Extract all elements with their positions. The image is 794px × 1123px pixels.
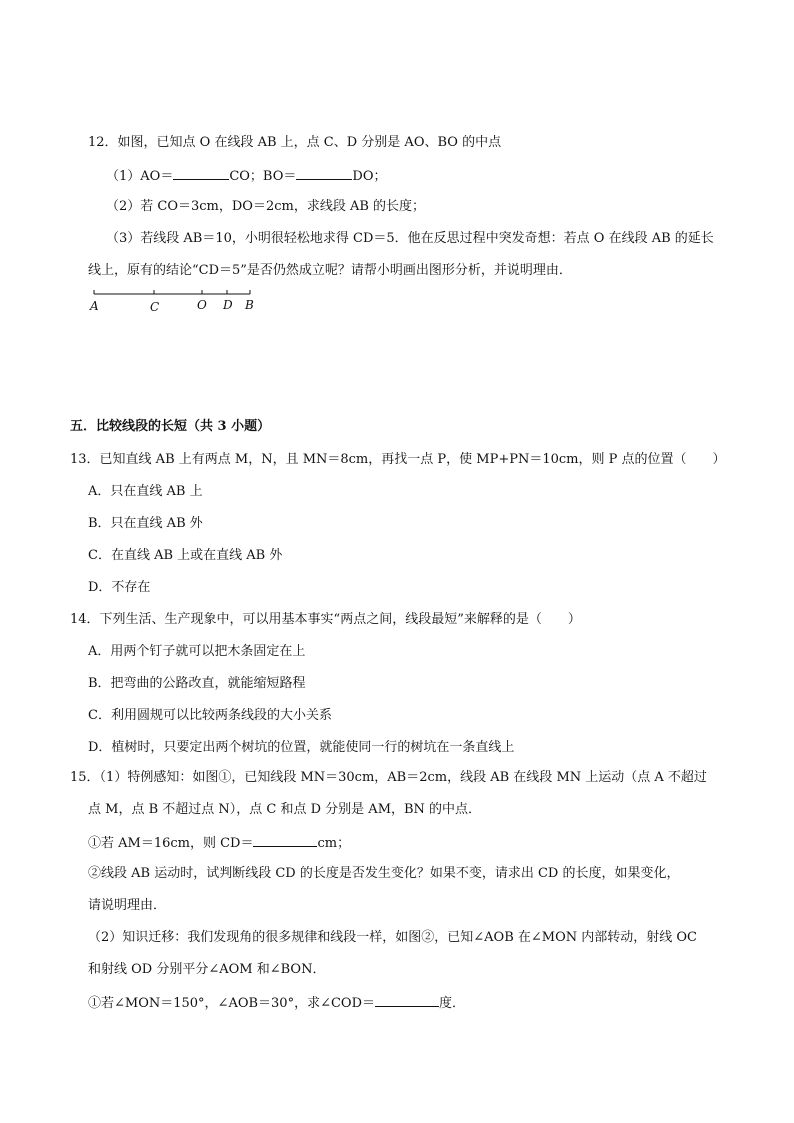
q12-part1 xyxy=(106,166,386,186)
answer-blank[interactable] xyxy=(375,993,439,1007)
label-o: O xyxy=(197,298,207,312)
q15-line8-text-a: ①若∠MON＝150°，∠AOB＝30°，求∠COD＝ xyxy=(88,996,376,1011)
q12-part3-line1: （3）若线段 AB＝10，小明很轻松地求得 CD＝5．他在反思过程中突发奇想：若点 O 在线段 AB 的延长 xyxy=(106,231,714,246)
q14-option-d[interactable]: D．植树时，只要定出两个树坑的位置，就能使同一行的树坑在一条直线上 xyxy=(88,740,515,755)
q12-part1-text-c: DO； xyxy=(352,169,387,184)
label-a: A xyxy=(90,299,99,313)
label-c: C xyxy=(150,300,160,314)
q15-line8-text-b: 度． xyxy=(439,996,466,1011)
q15-line2: 点 M，点 B 不超过点 N），点 C 和点 D 分别是 AM，BN 的中点． xyxy=(88,802,482,817)
q15-line6: （2）知识迁移：我们发现角的很多规律和线段一样，如图②，已知∠AOB 在∠MON 内部转动，射线 OC xyxy=(88,930,698,945)
q13-stem: 13．已知直线 AB 上有两点 M，N，且 MN＝8cm，再找一点 P，使 MP+PN＝10cm，则 P 点的位置（ ） xyxy=(70,452,726,467)
q13-option-a[interactable]: A．只在直线 AB 上 xyxy=(88,484,203,499)
q12-part1-text-b: CO；BO＝ xyxy=(229,169,297,184)
q12-part2: （2）若 CO＝3cm，DO＝2cm，求线段 AB 的长度； xyxy=(106,199,426,214)
q14-option-a[interactable]: A．用两个钉子就可以把木条固定在上 xyxy=(88,644,306,659)
q15-line1: 15．（1）特例感知：如图①，已知线段 MN＝30cm，AB＝2cm，线段 AB 在线段 MN 上运动（点 A 不超过 xyxy=(70,770,707,785)
answer-blank[interactable] xyxy=(296,166,352,180)
q12-part3-line2: 线上，原有的结论“CD＝5”是否仍然成立呢？请帮小明画出图形分析，并说明理由． xyxy=(88,263,572,278)
q15-line3-text-a: ①若 AM＝16cm，则 CD＝ xyxy=(88,836,254,851)
q14-option-c[interactable]: C．利用圆规可以比较两条线段的大小关系 xyxy=(88,708,332,723)
q12-segment-figure xyxy=(86,286,286,316)
q15-line4: ②线段 AB 运动时，试判断线段 CD 的长度是否发生变化？如果不变，请求出 CD 的长度，如果变化， xyxy=(88,866,680,881)
answer-blank[interactable] xyxy=(253,833,317,847)
label-d: D xyxy=(223,298,233,312)
q15-line7: 和射线 OD 分别平分∠AOM 和∠BON． xyxy=(88,962,326,977)
section-title: 五．比较线段的长短（共 3 小题） xyxy=(70,419,271,434)
label-b: B xyxy=(245,298,254,312)
q12-stem: 12．如图，已知点 O 在线段 AB 上，点 C、D 分别是 AO、BO 的中点 xyxy=(88,135,502,150)
q14-stem: 14．下列生活、生产现象中，可以用基本事实“两点之间，线段最短”来解释的是（ ） xyxy=(70,612,581,627)
q15-line5: 请说明理由． xyxy=(88,898,167,913)
answer-blank[interactable] xyxy=(173,166,229,180)
q15-line3 xyxy=(88,833,350,853)
q14-option-b[interactable]: B．把弯曲的公路改直，就能缩短路程 xyxy=(88,676,306,691)
q13-option-c[interactable]: C．在直线 AB 上或在直线 AB 外 xyxy=(88,548,283,563)
q13-option-b[interactable]: B．只在直线 AB 外 xyxy=(88,516,203,531)
q12-part1-text-a: （1）AO＝ xyxy=(106,169,174,184)
q15-line8 xyxy=(88,993,465,1013)
q13-option-d[interactable]: D．不存在 xyxy=(88,580,151,595)
q15-line3-text-b: cm； xyxy=(317,836,351,851)
